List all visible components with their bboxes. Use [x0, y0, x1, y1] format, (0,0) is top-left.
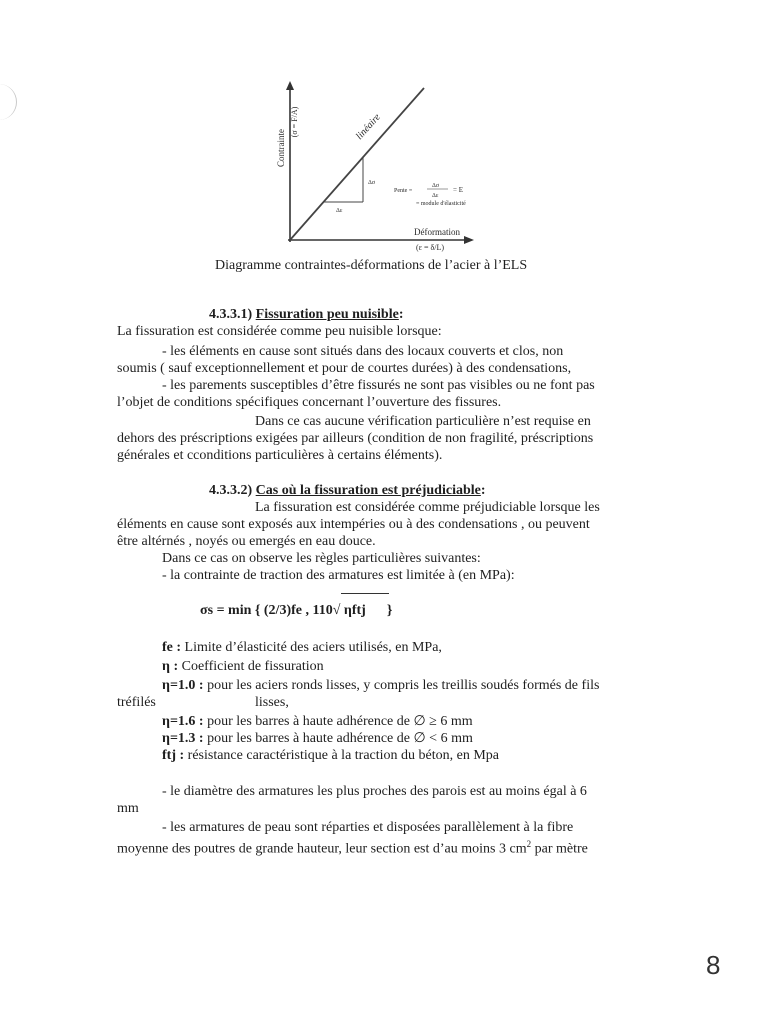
s1-line-3: soumis ( sauf exceptionnellement et pour de courtes durées) à des condensations,	[117, 361, 572, 376]
def-ftj-term: ftj :	[162, 748, 185, 763]
def-eta-term: η :	[162, 659, 179, 674]
def-fe-term: fe :	[162, 640, 182, 655]
section-title-2: Cas où la fissuration est préjudiciable	[255, 483, 481, 498]
y-axis-formula: (σ = F/A)	[290, 106, 299, 138]
para-3	[117, 836, 588, 858]
stress-strain-diagram	[270, 80, 520, 255]
pente-equals-e: = E	[453, 186, 463, 194]
formula-part-c: }	[365, 603, 393, 618]
section-colon-1: :	[398, 307, 404, 322]
formula-part-b: ηftj	[343, 603, 366, 618]
pente-label: Pente =	[394, 188, 413, 194]
def-fe	[162, 639, 442, 656]
s2-line-1: La fissuration est considérée comme préjudiciable lorsque les	[255, 500, 600, 515]
radical-overbar	[341, 593, 389, 594]
s2-line-3: être altérnés , noyés ou emergés en eau douce.	[117, 534, 376, 549]
def-eta	[162, 658, 324, 675]
scan-artifact	[0, 84, 17, 120]
x-axis-arrow-icon	[464, 236, 474, 244]
delta-sigma-label: Δσ	[368, 180, 376, 186]
def-eta-10-wrap-a: tréfilés	[117, 695, 156, 710]
para-2: - les armatures de peau sont réparties et disposées parallèlement à la fibre	[162, 820, 574, 835]
def-eta-13-text: pour les barres à haute adhérence de ∅ < 6 mm	[203, 731, 473, 746]
y-axis-arrow-icon	[286, 81, 294, 90]
def-eta-10-term: η=1.0 :	[162, 678, 204, 693]
formula-part-a: σs = min { (2/3)fe , 110√	[200, 603, 344, 618]
def-eta-text: Coefficient de fissuration	[178, 659, 324, 674]
s1-line-5: l’objet de conditions spécifiques concernant l’ouverture des fissures.	[117, 395, 502, 410]
x-axis-label: Déformation	[414, 227, 460, 237]
x-axis-formula: (ε = δ/L)	[416, 243, 445, 252]
line-label: linéaire	[354, 111, 383, 143]
stress-formula	[200, 602, 392, 619]
s2-line-4: Dans ce cas on observe les règles particulières suivantes:	[162, 551, 481, 566]
s1-line-4: - les parements susceptibles d’être fissurés ne sont pas visibles ou ne font pas	[162, 378, 595, 393]
def-eta-10	[162, 677, 599, 694]
def-ftj-text: résistance caractéristique à la traction du béton, en Mpa	[184, 748, 500, 763]
delta-eps-label: Δε	[336, 208, 343, 214]
s1-line-6: Dans ce cas aucune vérification particulière n’est requise en	[255, 414, 591, 429]
def-eta-10-text: pour les aciers ronds lisses, y compris les treillis soudés formés de fils	[203, 678, 600, 693]
def-eta-10-wrap-b: lisses,	[255, 695, 289, 710]
def-eta-16-text: pour les barres à haute adhérence de ∅ ≥ 6 mm	[203, 714, 473, 729]
s1-line-1: La fissuration est considérée comme peu nuisible lorsque:	[117, 324, 442, 339]
section-heading-2	[209, 482, 486, 499]
module-label: = module d'élasticité	[416, 201, 466, 207]
s2-line-2: éléments en cause sont exposés aux intempéries ou à des condensations , ou peuvent	[117, 517, 590, 532]
def-eta-13-term: η=1.3 :	[162, 731, 204, 746]
linear-line	[290, 88, 424, 240]
def-ftj	[162, 747, 499, 764]
para-1: - le diamètre des armatures les plus proches des parois est au moins égal à 6	[162, 784, 587, 799]
para-3-superscript: 2	[526, 839, 532, 849]
s2-line-5: - la contrainte de traction des armatures est limitée à (en MPa):	[162, 568, 515, 583]
def-fe-text: Limite d’élasticité des aciers utilisés, en MPa,	[181, 640, 442, 655]
diagram-svg	[270, 80, 520, 255]
section-colon-2: :	[480, 483, 486, 498]
def-eta-16-term: η=1.6 :	[162, 714, 204, 729]
diagram-caption: Diagramme contraintes-déformations de l’acier à l’ELS	[215, 258, 528, 273]
def-eta-16	[162, 713, 473, 730]
pente-denominator: Δε	[432, 193, 439, 199]
para-1b: mm	[117, 801, 139, 816]
s1-line-2: - les éléments en cause sont situés dans des locaux couverts et clos, non	[162, 344, 564, 359]
para-3b: par mètre	[531, 841, 588, 857]
para-3a: moyenne des poutres de grande hauteur, leur section est d’au moins 3 cm	[117, 841, 527, 857]
section-heading-1	[209, 306, 404, 323]
page-number: 8	[706, 950, 721, 980]
section-number-2: 4.3.3.2)	[209, 483, 256, 498]
pente-numerator: Δσ	[432, 183, 440, 189]
section-title-1: Fissuration peu nuisible	[255, 307, 399, 322]
def-eta-13	[162, 730, 473, 747]
y-axis-label: Contrainte	[276, 129, 286, 167]
s1-line-8: générales et cconditions particulières à certains éléments).	[117, 448, 443, 463]
s1-line-7: dehors des préscriptions exigées par ailleurs (condition de non fragilité, préscriptions	[117, 431, 594, 446]
section-number-1: 4.3.3.1)	[209, 307, 256, 322]
